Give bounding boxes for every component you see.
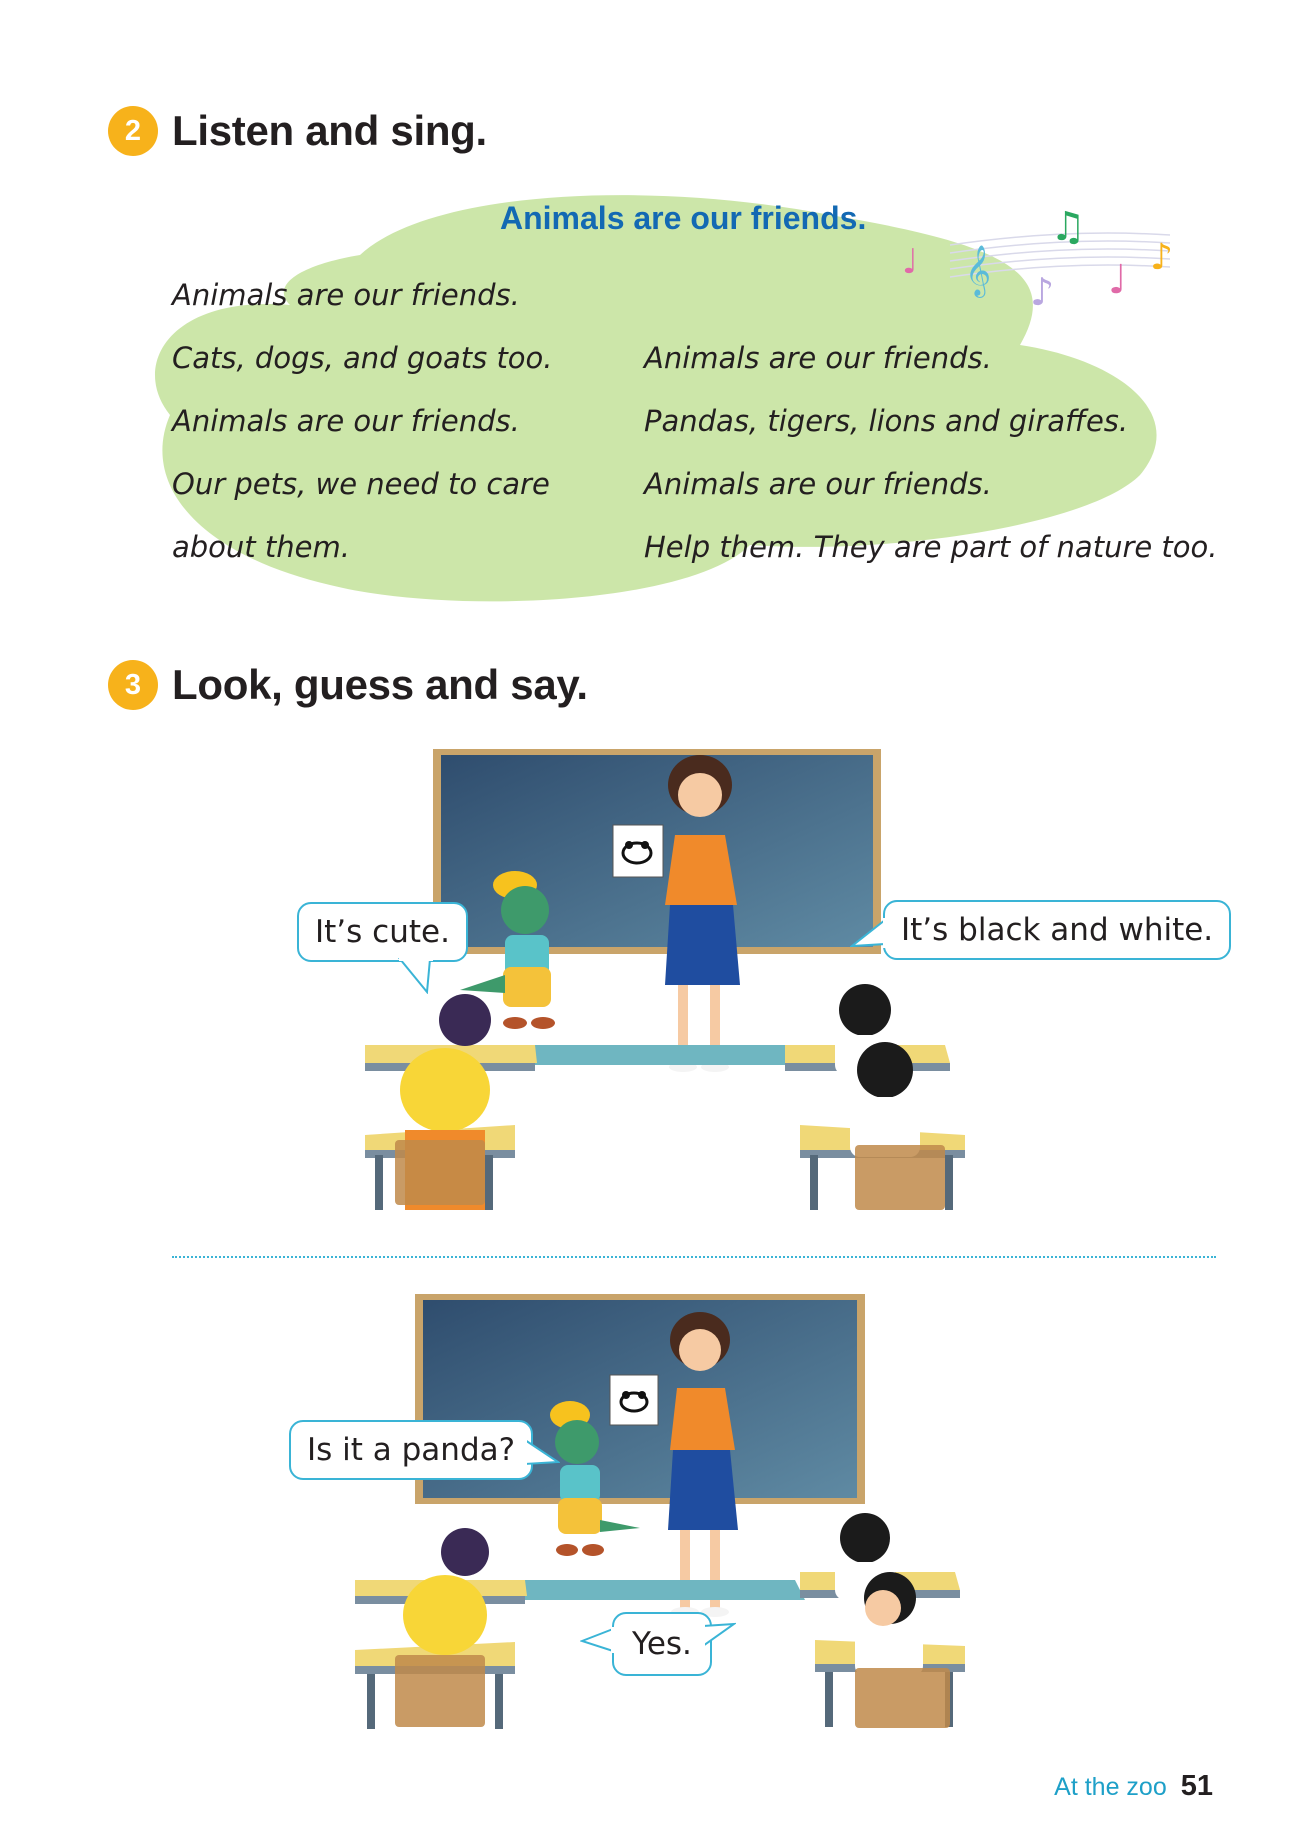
svg-text:♩: ♩ bbox=[1108, 257, 1127, 303]
section-2-header bbox=[108, 106, 487, 156]
speech-bubble-right: It’s black and white. bbox=[883, 900, 1231, 960]
svg-text:♫: ♫ bbox=[1050, 205, 1086, 250]
speech-bubble-tail bbox=[580, 1625, 614, 1655]
section-divider bbox=[172, 1256, 1216, 1258]
speech-bubble-tail bbox=[702, 1622, 736, 1652]
speech-bubble-tail bbox=[850, 918, 886, 950]
lyric-line: about them. bbox=[172, 530, 350, 564]
svg-text:♩: ♩ bbox=[902, 242, 919, 282]
lyric-line: Animals are our friends. bbox=[172, 404, 520, 438]
lyric-line: Pandas, tigers, lions and giraffes. bbox=[644, 404, 1129, 438]
speech-bubble-tail bbox=[395, 958, 435, 994]
svg-text:♪: ♪ bbox=[1030, 270, 1055, 314]
section-title: Listen and sing. bbox=[172, 107, 487, 154]
lyric-line: Help them. They are part of nature too. bbox=[644, 530, 1218, 564]
lyric-line: Our pets, we need to care bbox=[172, 467, 550, 501]
section-number-badge: 2 bbox=[108, 106, 158, 156]
section-3-header bbox=[108, 660, 588, 710]
page-number: 51 bbox=[1180, 1770, 1213, 1802]
page-footer bbox=[1054, 1770, 1213, 1803]
section-title: Look, guess and say. bbox=[172, 661, 588, 708]
lyric-line: Animals are our friends. bbox=[172, 278, 520, 312]
unit-label: At the zoo bbox=[1054, 1773, 1167, 1801]
lyric-line: Cats, dogs, and goats too. bbox=[172, 341, 553, 375]
speech-bubble-left: Is it a panda? bbox=[289, 1420, 533, 1480]
lyric-line: Animals are our friends. bbox=[644, 467, 992, 501]
svg-text:♪: ♪ bbox=[1150, 237, 1173, 278]
music-notes-icon bbox=[880, 205, 1200, 325]
classroom-scene-1 bbox=[365, 745, 965, 1215]
section-number-badge: 3 bbox=[108, 660, 158, 710]
speech-bubble-left: It’s cute. bbox=[297, 902, 468, 962]
speech-bubble-bottom: Yes. bbox=[612, 1612, 712, 1676]
song-title: Animals are our friends. bbox=[500, 200, 867, 236]
lyric-line: Animals are our friends. bbox=[644, 341, 992, 375]
speech-bubble-tail bbox=[524, 1438, 560, 1468]
svg-text:𝄞: 𝄞 bbox=[965, 245, 992, 296]
